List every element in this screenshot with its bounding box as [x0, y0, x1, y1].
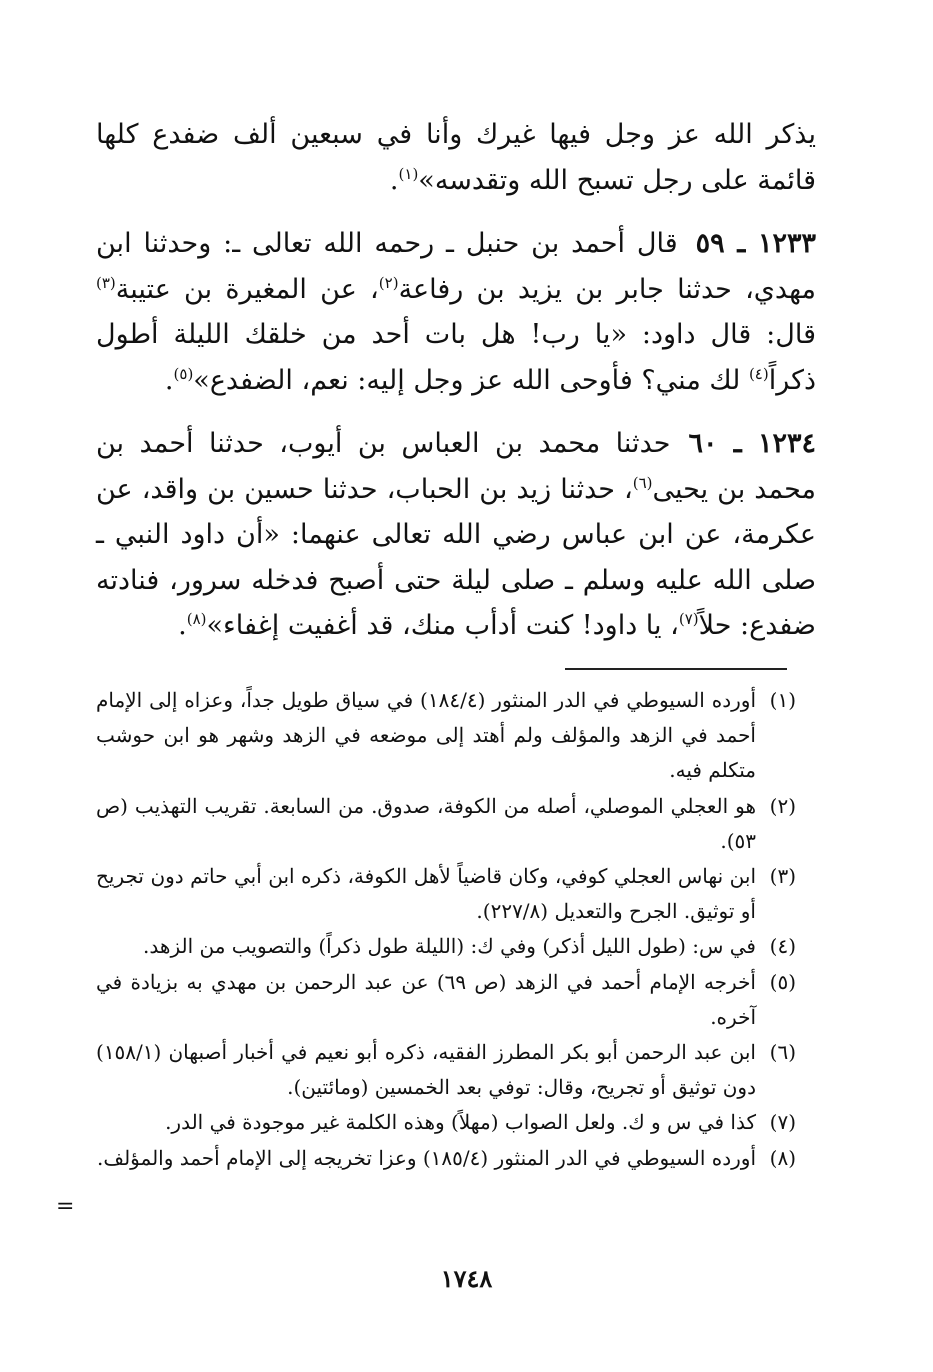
footnote-ref: (٥) [173, 364, 194, 383]
footnote-separator [565, 668, 787, 670]
footnote-label: (٣) [769, 864, 796, 889]
footnotes [96, 683, 796, 1176]
main-text [96, 112, 816, 649]
continuation-mark: = [56, 1194, 75, 1219]
paragraph-text: يذكر الله عز وجل فيها غيرك وأنا في سبعين ألف ضفدع كلها قائمة على رجل تسبح الله وتقدسه» [96, 119, 816, 196]
footnote-label: (٦) [769, 1040, 796, 1065]
footnote-ref: (٦) [632, 473, 653, 492]
footnote-text: أخرجه الإمام أحمد في الزهد (ص ٦٩) عن عبد الرحمن بن مهدي به بزيادة في آخره. [96, 969, 756, 1029]
hadith-number: ١٢٣٣ ـ ٥٩ [695, 228, 816, 259]
footnote-ref: (١) [398, 164, 419, 183]
page-number: ١٧٤٨ [440, 1264, 493, 1293]
footnote-label: (٥) [769, 969, 796, 994]
footnote-6 [96, 1035, 796, 1105]
footnote-label: (٧) [769, 1110, 796, 1135]
footnote-2 [96, 789, 796, 859]
footnote-3 [96, 859, 796, 929]
footnote-8 [96, 1141, 796, 1176]
footnote-label: (٤) [769, 934, 796, 959]
footnote-text: هو العجلي الموصلي، أصله من الكوفة، صدوق. من السابعة. تقريب التهذيب (ص ٥٣). [96, 793, 756, 853]
footnote-1 [96, 683, 796, 789]
hadith-1234: ١٢٣٤ ـ ٦٠حدثنا محمد بن العباس بن أيوب، حدثنا أحمد بن محمد بن يحيى$^{(٦)}$، حدثنا زيد بن الحباب، حدثنا حسين بن واقد، عن عكرمة، عن ابن عباس رضي الله تعالى عنهما: «أن داود النبي ـ صلى الله عليه وسلم ـ صلى ليلة حتى أصبح فدخله سرور، فنادته ضفدع: حلاً$^{(٧)}$، يا داود! كنت أدأب منك، قد أغفيت إغفاء»$^{(٨)}$. [96, 428, 816, 641]
footnote-text: كذا في س و ك. ولعل الصواب (مهلاً) وهذه الكلمة غير موجودة في الدر. [165, 1110, 756, 1135]
footnote-text: في س: (طول الليل أذكر) وفي ك: (الليلة طول ذكراً) والتصويب من الزهد. [143, 934, 756, 959]
footnote-text: أورده السيوطي في الدر المنثور (١٨٤/٤) في سياق طويل جداً، وعزاه إلى الإمام أحمد في الزهد والمؤلف ولم أهتد إلى موضعه في الزهد وشهر هو ابن حوشب متكلم فيه. [96, 688, 756, 783]
footnote-ref: (٤) [748, 364, 769, 383]
footnote-ref: (٨) [186, 610, 207, 628]
footnote-ref: (٧) [678, 610, 699, 628]
footnote-text: أورده السيوطي في الدر المنثور (١٨٥/٤) وعزا تخريجه إلى الإمام أحمد والمؤلف. [97, 1145, 756, 1170]
hadith-number: ١٢٣٤ ـ ٦٠ [688, 428, 816, 459]
paragraph-text: قال أحمد بن حنبل ـ رحمه الله تعالى ـ: وحدثنا ابن مهدي، حدثنا جابر بن يزيد بن رفاعة [96, 228, 817, 305]
paragraph-continuation: يذكر الله عز وجل فيها غيرك وأنا في سبعين ألف ضفدع كلها قائمة على رجل تسبح الله وتقدسه»$^{(١)}$. [96, 119, 816, 196]
footnote-ref: (٢) [378, 273, 399, 292]
footnote-5 [96, 965, 796, 1035]
footnote-label: (٨) [769, 1145, 796, 1170]
footnote-7 [96, 1105, 796, 1140]
footnote-label: (٢) [769, 793, 796, 818]
footnote-text: ابن عبد الرحمن أبو بكر المطرز الفقيه، ذكره أبو نعيم في أخبار أصبهان (١٥٨/١) دون توثيق أو تجريح، وقال: توفي بعد الخمسين (ومائتين). [96, 1040, 756, 1100]
footnote-label: (١) [769, 688, 796, 712]
hadith-1233: ١٢٣٣ ـ ٥٩قال أحمد بن حنبل ـ رحمه الله تعالى ـ: وحدثنا ابن مهدي، حدثنا جابر بن يزيد بن رفاعة$^{(٢)}$، عن المغيرة بن عتيبة$^{(٣)}$ قال: قال داود: «يا رب! هل بات أحد من خلقك الليلة أطول ذكراً$^{(٤)}$ لك مني؟ فأوحى الله عز وجل إليه: نعم، الضفدع»$^{(٥)}$. [96, 228, 817, 396]
footnote-text: ابن نهاس العجلي كوفي، وكان قاضياً لأهل الكوفة، ذكره ابن أبي حاتم دون تجريح أو توثيق. الجرح والتعديل (٢٢٧/٨). [96, 864, 756, 924]
footnote-4 [96, 929, 796, 964]
paragraph-text: حدثنا محمد بن العباس بن أيوب، حدثنا أحمد بن محمد بن يحيى [96, 428, 816, 505]
footnote-ref: (٣) [96, 273, 116, 292]
